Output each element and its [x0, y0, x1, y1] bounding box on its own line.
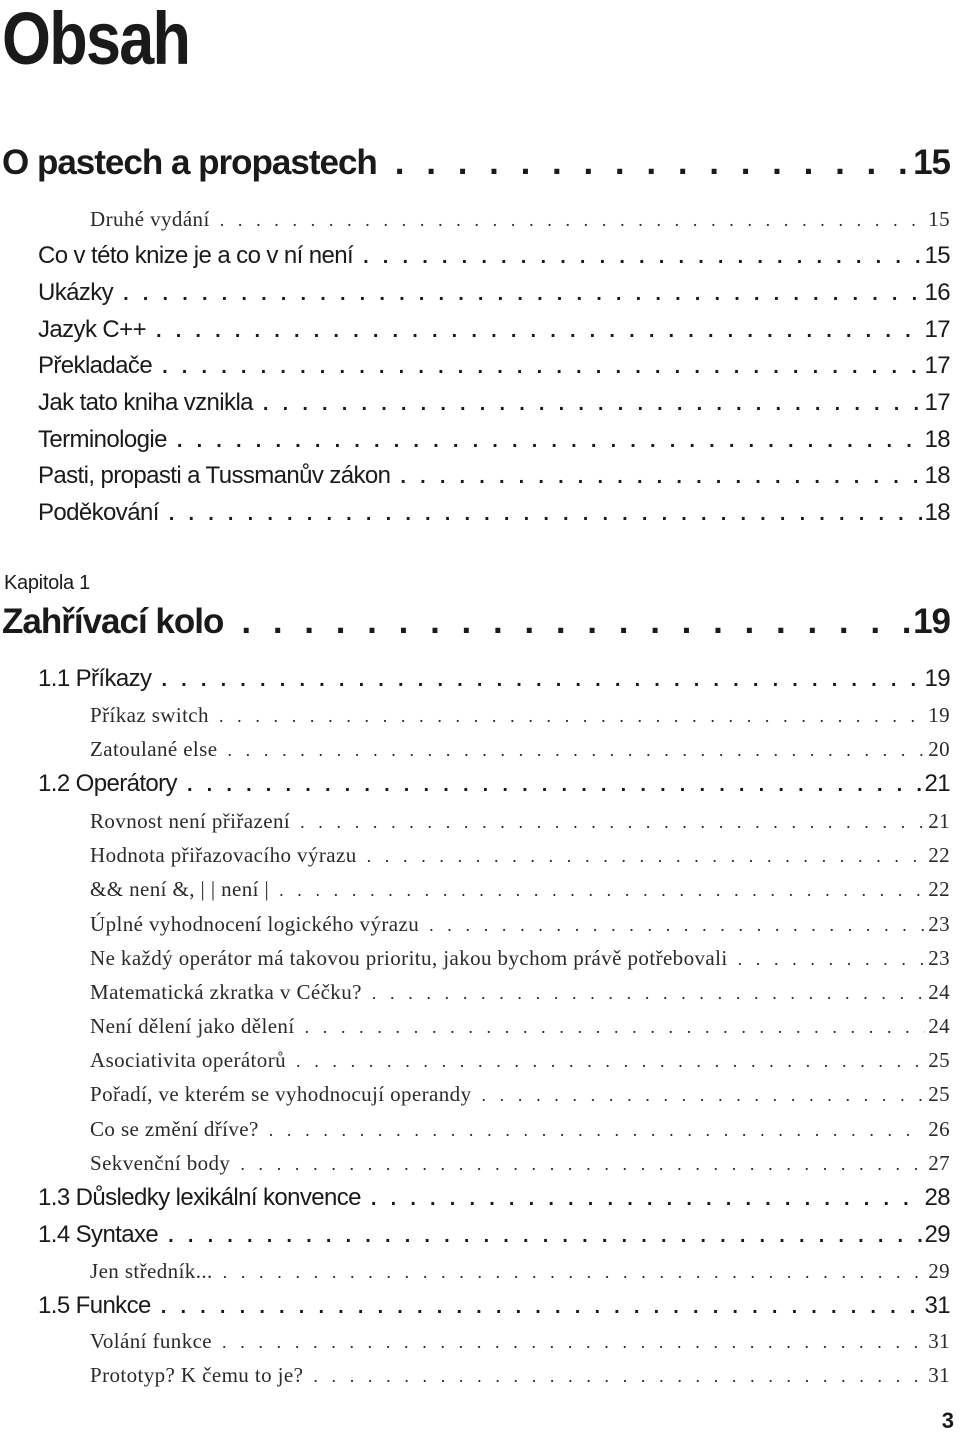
- toc-label: Jak tato kniha vznikla: [38, 389, 253, 416]
- toc-entry[interactable]: [38, 389, 950, 417]
- toc-entry[interactable]: [90, 1259, 950, 1284]
- toc-entry[interactable]: [90, 703, 950, 728]
- toc-page-number: 29: [928, 1259, 950, 1283]
- dot-leader: [363, 246, 921, 269]
- dot-leader: [395, 143, 910, 183]
- toc-page-number: 25: [928, 1082, 950, 1106]
- dot-leader: [219, 706, 925, 727]
- dot-leader: [429, 915, 925, 936]
- dot-leader: [156, 320, 922, 343]
- dot-leader: [241, 602, 910, 642]
- toc-label: 1.5 Funkce: [38, 1292, 151, 1319]
- toc-entry[interactable]: [90, 1117, 950, 1142]
- toc-page-number: 23: [928, 946, 950, 970]
- dot-leader: [169, 503, 922, 526]
- toc-label: Matematická zkratka v Céčku?: [90, 980, 362, 1004]
- dot-leader: [222, 1332, 925, 1353]
- toc-label: Rovnost není přiřazení: [90, 809, 291, 833]
- dot-leader: [481, 1085, 925, 1106]
- toc-page-number: 19: [913, 602, 950, 641]
- toc-label: O pastech a propastech: [2, 143, 377, 182]
- toc-label: Pořadí, ve kterém se vyhodnocují operandy: [90, 1082, 472, 1106]
- toc-entry[interactable]: [90, 1151, 950, 1176]
- page-number: 3: [941, 1408, 954, 1433]
- page-title: Obsah: [2, 0, 190, 80]
- toc-entry[interactable]: [38, 770, 950, 798]
- toc-page-number: 18: [924, 499, 950, 526]
- toc-entry[interactable]: [90, 912, 950, 937]
- toc-entry[interactable]: [38, 242, 950, 270]
- toc-page-number: 16: [924, 279, 950, 306]
- dot-leader: [187, 774, 922, 797]
- toc-entry[interactable]: [90, 843, 950, 868]
- toc-label: 1.4 Syntaxe: [38, 1221, 159, 1248]
- toc-entry[interactable]: [38, 1221, 950, 1249]
- toc-entry[interactable]: [90, 1014, 950, 1039]
- dot-leader: [372, 983, 925, 1004]
- dot-leader: [296, 1051, 925, 1072]
- toc-entry[interactable]: [90, 877, 950, 902]
- toc-label: Prototyp? K čemu to je?: [90, 1363, 304, 1387]
- toc-entry[interactable]: [90, 1363, 950, 1388]
- toc-label: 1.2 Operátory: [38, 770, 177, 797]
- toc-page-number: 22: [928, 843, 950, 867]
- toc-label: Co v této knize je a co v ní není: [38, 242, 354, 269]
- dot-leader: [240, 1154, 925, 1175]
- toc-part-heading[interactable]: [2, 143, 950, 183]
- toc-label: Hodnota přiřazovacího výrazu: [90, 843, 357, 867]
- toc-entry[interactable]: [90, 980, 950, 1005]
- toc-page-number: 17: [924, 389, 950, 416]
- toc-label: Volání funkce: [90, 1329, 213, 1353]
- toc-label: Co se změní dříve?: [90, 1117, 259, 1141]
- toc-page-number: 31: [928, 1329, 950, 1353]
- toc-page-number: 21: [928, 809, 950, 833]
- toc-label: 1.3 Důsledky lexikální konvence: [38, 1184, 361, 1211]
- toc-entry[interactable]: [38, 1184, 950, 1212]
- toc-label: Poděkování: [38, 499, 159, 526]
- dot-leader: [305, 1017, 926, 1038]
- toc-label: Druhé vydání: [90, 207, 210, 231]
- dot-leader: [263, 393, 922, 416]
- dot-leader: [223, 1262, 926, 1283]
- toc-page-number: 18: [924, 426, 950, 453]
- toc-page-number: 15: [913, 143, 950, 182]
- toc-page-number: 17: [924, 352, 950, 379]
- dot-leader: [177, 430, 922, 453]
- dot-leader: [300, 812, 925, 833]
- toc-page-number: 19: [928, 703, 950, 727]
- toc-label: Sekvenční body: [90, 1151, 231, 1175]
- toc-entry[interactable]: [90, 946, 950, 971]
- toc-page-number: 15: [924, 242, 950, 269]
- toc-label: Překladače: [38, 352, 153, 379]
- toc-entry[interactable]: [90, 1082, 950, 1107]
- dot-leader: [313, 1366, 925, 1387]
- dot-leader: [269, 1120, 925, 1141]
- dot-leader: [161, 1296, 922, 1319]
- toc-label: && není &, | | není |: [90, 877, 270, 901]
- toc-entry[interactable]: [90, 1329, 950, 1354]
- toc-label: Úplné vyhodnocení logického výrazu: [90, 912, 420, 936]
- toc-page-number: 20: [928, 737, 950, 761]
- toc-entry[interactable]: [90, 809, 950, 834]
- dot-leader: [123, 283, 921, 306]
- toc-entry[interactable]: [38, 352, 950, 380]
- toc-page-number: 31: [928, 1363, 950, 1387]
- toc-page-number: 28: [924, 1184, 950, 1211]
- toc-page-number: 24: [928, 980, 950, 1004]
- toc-entry[interactable]: [38, 499, 950, 527]
- toc-page-number: 17: [924, 316, 950, 343]
- toc-entry[interactable]: [38, 1292, 950, 1320]
- toc-page-number: 31: [924, 1292, 950, 1319]
- dot-leader: [161, 669, 921, 692]
- toc-page-number: 18: [924, 462, 950, 489]
- toc-entry[interactable]: [90, 207, 950, 232]
- toc-label: Zahřívací kolo: [2, 602, 224, 641]
- dot-leader: [738, 949, 926, 970]
- dot-leader: [400, 466, 921, 489]
- toc-entry[interactable]: [90, 737, 950, 762]
- toc-page-number: 15: [928, 207, 950, 231]
- toc-entry[interactable]: [38, 279, 950, 307]
- toc-page-number: 27: [928, 1151, 950, 1175]
- toc-page-number: 23: [928, 912, 950, 936]
- toc-entry[interactable]: [90, 1048, 950, 1073]
- toc-label: 1.1 Příkazy: [38, 665, 152, 692]
- toc-entry[interactable]: [38, 665, 950, 693]
- toc-label: Není dělení jako dělení: [90, 1014, 295, 1038]
- toc-page-number: 22: [928, 877, 950, 901]
- dot-leader: [220, 210, 926, 231]
- toc-label: Terminologie: [38, 426, 167, 453]
- toc-label: Asociativita operátorů: [90, 1048, 286, 1072]
- toc-label: Pasti, propasti a Tussmanův zákon: [38, 462, 391, 489]
- toc-entry[interactable]: [38, 426, 950, 454]
- toc-entry[interactable]: [38, 462, 950, 490]
- dot-leader: [371, 1188, 922, 1211]
- dot-leader: [168, 1225, 921, 1248]
- toc-page-number: 29: [924, 1221, 950, 1248]
- dot-leader: [162, 356, 921, 379]
- toc-page-number: 19: [924, 665, 950, 692]
- toc-page-number: 24: [928, 1014, 950, 1038]
- toc-label: Ukázky: [38, 279, 114, 306]
- toc-page-number: 21: [924, 770, 950, 797]
- toc-label: Ne každý operátor má takovou prioritu, jakou bychom právě potřebovali: [90, 946, 728, 970]
- toc-label: Jazyk C++: [38, 316, 146, 343]
- chapter-label: Kapitola 1: [4, 572, 90, 594]
- dot-leader: [227, 740, 925, 761]
- toc-label: Zatoulané else: [90, 737, 218, 761]
- toc-page-number: 25: [928, 1048, 950, 1072]
- dot-leader: [279, 880, 925, 901]
- toc-page-number: 26: [928, 1117, 950, 1141]
- toc-label: Jen středník...: [90, 1259, 213, 1283]
- toc-entry[interactable]: [38, 316, 950, 344]
- dot-leader: [367, 846, 926, 867]
- toc-label: Příkaz switch: [90, 703, 209, 727]
- toc-chapter-heading[interactable]: [2, 602, 950, 642]
